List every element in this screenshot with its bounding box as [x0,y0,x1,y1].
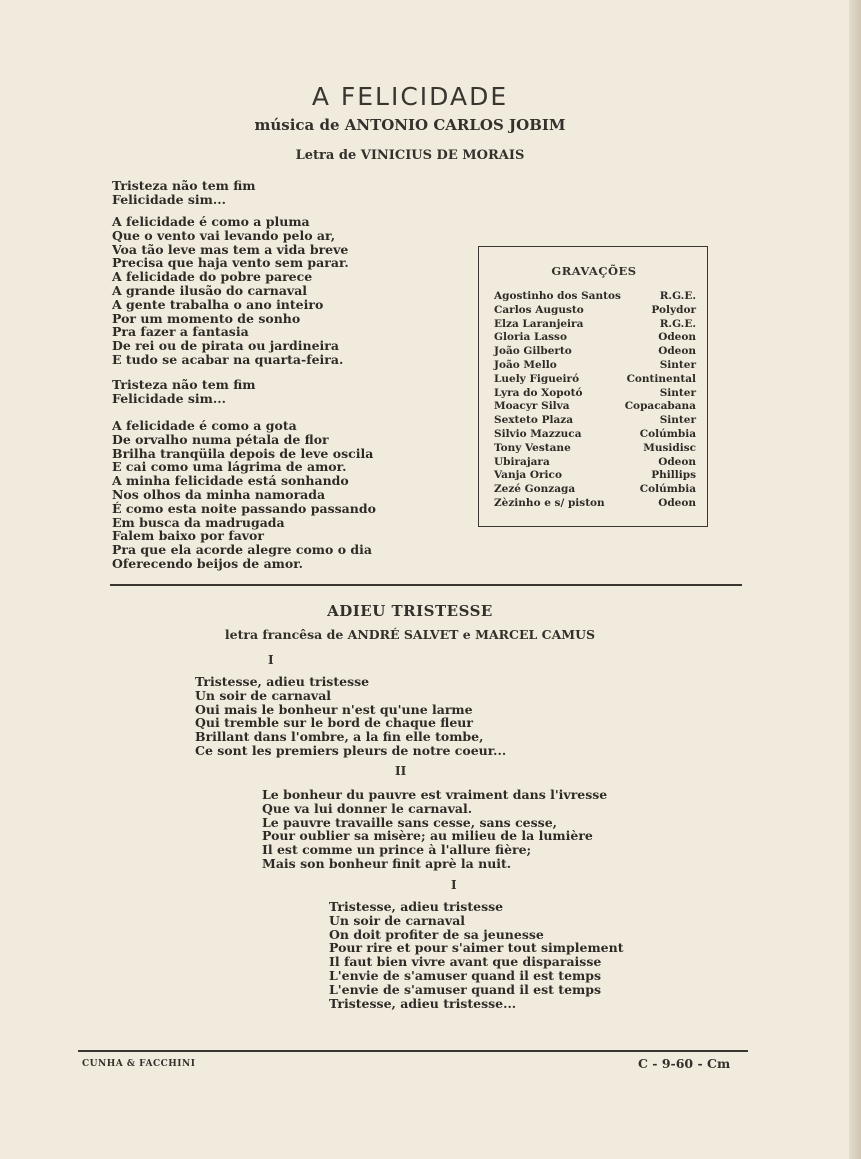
recording-row [494,345,696,359]
recording-label: Odeon [658,496,696,509]
lyric-line: Por um momento de sonho [112,310,301,326]
lyric-line: Felicidade sim... [112,191,226,207]
lyric-line: Pour rire et pour s'aimer tout simplement [329,940,624,956]
recording-label: Sinter [659,414,696,427]
recording-label: Colúmbia [639,427,696,440]
recording-row [494,318,696,332]
lyric-line: E tudo se acabar na quarta-feira. [112,351,344,367]
lyric-line: A minha felicidade está sonhando [112,473,349,489]
recording-label: R.G.E. [659,317,696,330]
recording-row [494,400,696,414]
recordings-box [478,246,708,527]
recording-artist: Sexteto Plaza [494,414,574,427]
footer-divider [78,1050,748,1052]
recording-artist: Moacyr Silva [494,400,570,413]
lyric-line: Tristesse, adieu tristesse... [329,995,517,1011]
lyrics-credit-2: letra francêsa de ANDRÉ SALVET e MARCEL CAMUS [224,627,596,642]
recording-artist: Gloria Lasso [494,331,567,344]
lyric-line: É como esta noite passando passando [112,500,376,516]
recording-label: Musidisc [643,441,696,454]
lyric-line: Pra que ela acorde alegre como o dia [112,542,372,558]
lyric-line: On doit profiter de sa jeunesse [329,926,544,942]
lyric-line: Pra fazer a fantasia [112,324,249,340]
recording-label: Odeon [658,345,696,358]
lyric-line: A grande ilusão do carnaval [112,282,308,298]
page-edge [849,0,861,1159]
stanza-4 [112,419,376,571]
recording-artist: João Gilberto [494,345,572,358]
recording-artist: João Mello [494,358,557,371]
lyric-line: Oferecendo beijos de amor. [112,555,304,571]
lyric-line: Tristeza não tem fim [112,377,256,392]
lyric-line: E cai como uma lágrima de amor. [112,459,347,475]
lyric-line: Felicidade sim... [112,390,226,406]
recording-artist: Silvio Mazzuca [494,427,582,440]
publisher-name: CUNHA & FACCHINI [82,1059,196,1069]
lyric-line: Tristeza não tem fim [112,178,256,193]
lyric-line: Voa tão leve mas tem a vida breve [112,241,349,257]
music-credit: música de ANTONIO CARLOS JOBIM [254,116,566,134]
recording-row [494,359,696,373]
verse-2 [262,788,607,871]
lyric-line: A felicidade é como a pluma [112,214,310,229]
recording-row [494,442,696,456]
lyrics-credit: Letra de VINICIUS DE MORAIS [295,148,525,163]
lyric-line: Mais son bonheur finit aprè la nuit. [262,855,512,871]
recording-artist: Luely Figueiró [494,372,580,385]
recording-label: Phillips [651,469,696,482]
recording-row [494,483,696,497]
recordings-list [494,290,696,511]
recording-artist: Tony Vestane [494,441,571,454]
lyric-line: Oui mais le bonheur n'est qu'une larme [195,701,473,717]
recording-row [494,290,696,304]
recording-row [494,469,696,483]
recording-row [494,373,696,387]
recording-artist: Agostinho dos Santos [494,290,621,302]
recording-row [494,304,696,318]
lyric-line: Brillant dans l'ombre, a la fin elle tombe, [195,729,484,745]
lyric-line: Tristesse, adieu tristesse [195,674,370,689]
stanza-3 [112,378,256,406]
lyric-line: Que o vento vai levando pelo ar, [112,227,336,243]
stanza-2 [112,215,349,367]
recording-row [494,428,696,442]
recording-artist: Zezé Gonzaga [494,483,576,496]
recording-label: Odeon [658,455,696,468]
recording-label: R.G.E. [659,290,696,302]
recording-artist: Zèzinho e s/ piston [494,496,605,509]
lyric-line: De rei ou de pirata ou jardineira [112,338,339,354]
lyric-line: Il est comme un prince à l'allure fière; [262,842,532,858]
recording-row [494,331,696,345]
lyric-line: Em busca da madrugada [112,514,285,530]
lyric-line: L'envie de s'amuser quand il est temps [329,981,602,997]
lyric-line: Un soir de carnaval [329,912,466,928]
section-numeral: I [268,653,274,667]
section-numeral: I [451,878,457,892]
lyric-line: A gente trabalha o ano inteiro [112,296,324,312]
recording-label: Odeon [658,331,696,344]
lyric-line: Tristesse, adieu tristesse [329,899,504,914]
recording-label: Continental [626,372,696,385]
recording-artist: Elza Laranjeira [494,317,584,330]
lyric-line: Nos olhos da minha namorada [112,486,326,502]
verse-3 [329,900,623,1010]
lyric-line: Que va lui donner le carnaval. [262,800,473,816]
recording-row [494,387,696,401]
section-numeral: II [395,764,407,778]
lyric-line: A felicidade do pobre parece [112,269,313,285]
recording-label: Copacabana [624,400,696,413]
lyric-line: Falem baixo por favor [112,528,264,544]
catalog-number: C - 9-60 - Cm [638,1056,731,1071]
recording-row [494,414,696,428]
lyric-line: De orvalho numa pétala de flor [112,431,329,447]
lyric-line: Pour oublier sa misère; au milieu de la lumière [262,828,593,844]
recording-label: Colúmbia [639,483,696,496]
lyric-line: Qui tremble sur le bord de chaque fleur [195,715,473,731]
recording-label: Polydor [651,303,696,316]
recording-row [494,456,696,470]
recording-artist: Vanja Orico [494,469,562,482]
lyric-line: Le bonheur du pauvre est vraiment dans l'ivresse [262,787,608,802]
lyric-line: Il faut bien vivre avant que disparaisse [329,954,602,970]
recording-artist: Carlos Augusto [494,303,584,316]
recording-artist: Ubirajara [494,455,550,468]
lyric-line: Precisa que haja vento sem parar. [112,255,349,271]
lyric-line: Le pauvre travaille sans cesse, sans cesse, [262,814,558,830]
stanza-1 [112,179,256,207]
section-divider [110,584,742,586]
lyric-line: Un soir de carnaval [195,687,332,703]
recording-artist: Lyra do Xopotó [494,386,583,399]
lyric-line: A felicidade é como a gota [112,418,297,433]
recordings-title: GRAVAÇÕES [551,264,637,278]
recording-label: Sinter [659,358,696,371]
lyric-line: L'envie de s'amuser quand il est temps [329,967,602,983]
song-title: A FELICIDADE [311,82,509,111]
song-title-2: ADIEU TRISTESSE [327,602,493,620]
recording-row [494,497,696,511]
verse-1 [195,675,506,758]
lyric-line: Ce sont les premiers pleurs de notre coeur... [195,742,507,758]
lyric-line: Brilha tranqüila depois de leve oscila [112,445,374,461]
recording-label: Sinter [659,386,696,399]
